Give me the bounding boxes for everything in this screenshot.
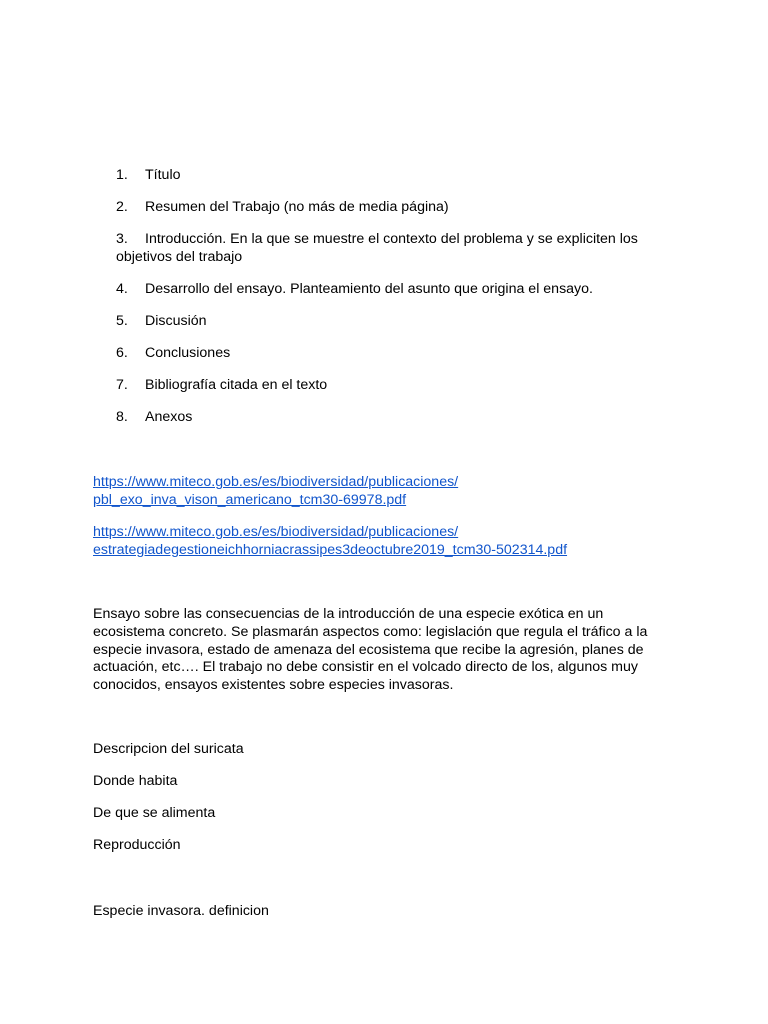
outline-item-number: 6. [116,345,128,361]
outline-item-text: Introducción. En la que se muestre el contexto del problema y se expliciten los objetivos del trabajo [116,231,638,265]
outline-item-number: 1. [116,167,128,183]
reference-link-1-line2[interactable]: pbl_exo_inva_vison_americano_tcm30-69978.pdf [93,492,407,508]
outline-item-text: Discusión [145,313,207,329]
outline-item-number: 4. [116,281,128,297]
reference-link-1-line1[interactable]: https://www.miteco.gob.es/es/biodiversidad/publicaciones/ [93,474,459,490]
reference-link-2-line2[interactable]: estrategiadegestioneichhorniacrassipes3deoctubre2019_tcm30-502314.pdf [93,542,568,558]
note-item: Reproducción [93,837,181,853]
essay-paragraph-line: actuación, etc…. El trabajo no debe consistir en el volcado directo de los, algunos muy [93,659,638,675]
outline-item-number: 8. [116,409,128,425]
outline-item-2 [116,198,676,216]
outline-item-text: Desarrollo del ensayo. Planteamiento del asunto que origina el ensayo. [145,281,593,297]
essay-paragraph-line: especie invasora, estado de amenaza del ecosistema que recibe la agresión, planes de [93,642,644,658]
outline-item-3 [116,230,656,266]
outline-item-text: Bibliografía citada en el texto [145,377,328,393]
outline-item-text: Anexos [145,409,193,425]
outline-item-text: Título [145,167,181,183]
outline-item-text: Resumen del Trabajo (no más de media página) [145,199,449,215]
outline-item-8 [116,408,676,426]
outline-item-5 [116,312,676,330]
outline-item-number: 5. [116,313,128,329]
outline-item-6 [116,344,676,362]
outline-item-number: 7. [116,377,128,393]
outline-item-7 [116,376,676,394]
outline-item-number: 2. [116,199,128,215]
essay-paragraph-line: conocidos, ensayos existentes sobre especies invasoras. [93,677,454,693]
outline-item-text: Conclusiones [145,345,231,361]
outline-item-4 [116,280,676,298]
outline-item-1 [116,166,676,184]
outline-item-number: 3. [116,231,128,247]
final-note: Especie invasora. definicion [93,903,269,919]
note-item: Descripcion del suricata [93,741,244,757]
essay-paragraph-line: ecosistema concreto. Se plasmarán aspectos como: legislación que regula el tráfico a la [93,624,648,640]
reference-link-2-line1[interactable]: https://www.miteco.gob.es/es/biodiversidad/publicaciones/ [93,524,459,540]
note-item: De que se alimenta [93,805,216,821]
essay-paragraph-line: Ensayo sobre las consecuencias de la introducción de una especie exótica en un [93,606,604,622]
note-item: Donde habita [93,773,178,789]
